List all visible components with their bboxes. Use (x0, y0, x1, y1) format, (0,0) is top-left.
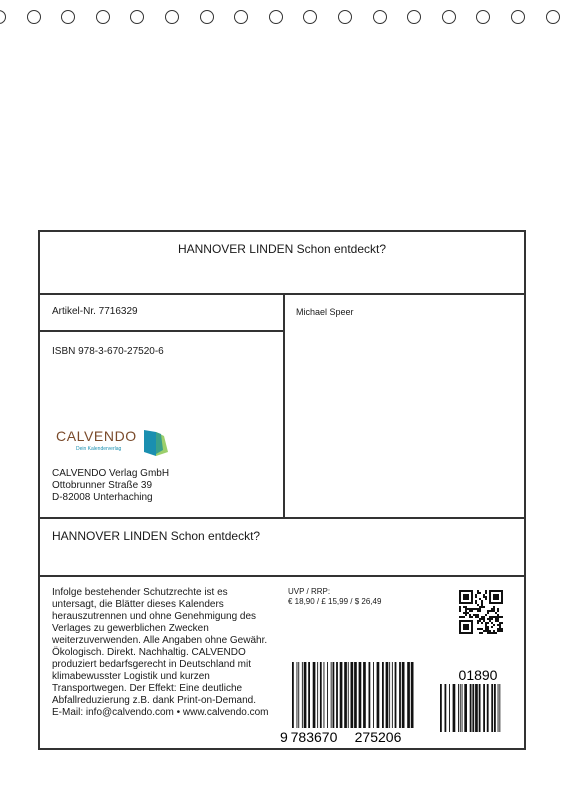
barcode-bar (395, 662, 397, 728)
qr-module (485, 598, 487, 600)
address-line: Ottobrunner Straße 39 (52, 480, 153, 491)
qr-module (459, 620, 461, 634)
binding-hole (407, 10, 421, 24)
qr-module (499, 616, 501, 618)
binding-hole (200, 10, 214, 24)
qr-code-icon (459, 590, 503, 634)
qr-module (487, 610, 489, 612)
barcode-digit-first: 9 (280, 729, 288, 744)
qr-module (479, 610, 481, 612)
barcode-bar (348, 662, 349, 728)
qr-module (485, 614, 487, 616)
qr-module (497, 608, 499, 610)
qr-module (501, 630, 503, 632)
qr-module (499, 630, 501, 632)
barcode-bar (494, 684, 496, 732)
qr-module (477, 614, 479, 616)
qr-module (471, 620, 473, 634)
qr-module (481, 616, 483, 618)
qr-module (463, 612, 465, 614)
qr-module (463, 616, 465, 618)
binding-hole (546, 10, 560, 24)
binding-hole (165, 10, 179, 24)
qr-module (479, 618, 481, 620)
barcode-bar (389, 662, 390, 728)
qr-module (499, 628, 501, 630)
qr-module (479, 598, 481, 600)
qr-module (497, 618, 499, 620)
barcode-bar (411, 662, 414, 728)
qr-module (477, 616, 479, 618)
qr-module (487, 628, 489, 630)
barcode-bar (292, 662, 294, 728)
cover-title: HANNOVER LINDEN Schon entdeckt? (177, 242, 387, 256)
qr-module (471, 608, 473, 610)
qr-module (483, 616, 485, 618)
qr-module (489, 616, 491, 618)
qr-module (493, 606, 495, 608)
qr-module (485, 624, 487, 626)
barcode-bar (359, 662, 362, 728)
barcode-bar (487, 684, 489, 732)
qr-module (479, 592, 481, 594)
barcode-bar (313, 662, 316, 728)
barcode-bar (402, 662, 405, 728)
qr-module (493, 624, 495, 626)
binding-holes (0, 10, 564, 28)
qr-module (493, 630, 495, 632)
barcode-bar (479, 684, 481, 732)
qr-module (487, 632, 489, 634)
qr-module (465, 610, 467, 612)
qr-module (491, 610, 493, 612)
binding-hole (269, 10, 283, 24)
qr-module (497, 620, 499, 622)
qr-module (485, 590, 487, 592)
qr-module (469, 610, 471, 612)
qr-module (483, 620, 485, 622)
divider (40, 293, 524, 295)
qr-module (481, 632, 483, 634)
qr-module (465, 612, 467, 614)
qr-module (475, 614, 477, 616)
barcode-bar (498, 684, 499, 732)
qr-module (479, 608, 481, 610)
barcode-bar (308, 662, 310, 728)
qr-module (497, 610, 499, 612)
barcode-bar (354, 662, 357, 728)
qr-module (483, 630, 485, 632)
qr-module (489, 618, 491, 620)
qr-module (491, 622, 493, 624)
qr-module (495, 618, 497, 620)
barcode-bar (298, 662, 299, 728)
qr-module (477, 622, 479, 624)
qr-module (477, 620, 479, 622)
barcode-bar (407, 662, 410, 728)
qr-module (459, 608, 461, 610)
qr-module (463, 606, 465, 608)
qr-module (475, 596, 477, 598)
qr-module (475, 616, 477, 618)
qr-module (481, 628, 483, 630)
barcode-bar (324, 662, 325, 728)
binding-hole (0, 10, 6, 24)
legal-notice (52, 587, 274, 749)
qr-module (483, 596, 485, 598)
publisher-address (52, 468, 169, 504)
barcode-bar (340, 662, 343, 728)
barcode-bar (344, 662, 347, 728)
barcode-bar (377, 662, 380, 728)
qr-module (477, 610, 479, 612)
barcode-bar (462, 684, 463, 732)
qr-module (497, 616, 499, 618)
qr-module (501, 590, 503, 604)
qr-module (489, 590, 503, 592)
qr-module (501, 622, 503, 624)
qr-module (475, 600, 477, 602)
qr-module (481, 604, 483, 606)
barcode-bar (460, 684, 461, 732)
qr-module (477, 592, 479, 594)
qr-module (485, 622, 487, 624)
barcode-addon-digits: 01890 (458, 667, 498, 683)
qr-module (481, 602, 483, 604)
barcode-bar (483, 684, 485, 732)
barcode-bar (392, 662, 393, 728)
barcode-bar (369, 662, 371, 728)
qr-module (499, 622, 501, 624)
binding-hole (511, 10, 525, 24)
barcode-bar (302, 662, 303, 728)
qr-module (485, 628, 487, 630)
barcode-digits-right: 275206 (354, 729, 402, 744)
barcode-bar (320, 662, 322, 728)
binding-hole (303, 10, 317, 24)
qr-module (459, 616, 461, 618)
qr-module (499, 626, 501, 628)
qr-module (489, 610, 491, 612)
binding-hole (338, 10, 352, 24)
address-line: CALVENDO Verlag GmbH (52, 468, 170, 479)
binding-hole (373, 10, 387, 24)
binding-hole (27, 10, 41, 24)
qr-module (477, 628, 479, 630)
qr-module (481, 606, 483, 608)
qr-module (473, 614, 475, 616)
qr-module (491, 618, 493, 620)
barcode-bar (297, 662, 298, 728)
qr-module (487, 622, 489, 624)
isbn: ISBN 978-3-670-27520-6 (52, 346, 164, 357)
qr-module (477, 590, 479, 592)
qr-module (459, 590, 461, 604)
qr-module (459, 620, 473, 622)
barcode-bar (327, 662, 328, 728)
price-value: € 18,90 / £ 15,99 / $ 26,49 (288, 597, 382, 606)
barcode-bar (470, 684, 472, 732)
barcode-bar (472, 684, 474, 732)
barcode-bar (458, 684, 459, 732)
barcode-bar (499, 684, 500, 732)
barcode-bar (351, 662, 354, 728)
qr-module (481, 618, 483, 620)
qr-module (489, 590, 491, 604)
qr-module (497, 614, 499, 616)
qr-module (459, 632, 473, 634)
qr-module (471, 616, 473, 618)
barcode-bar (453, 684, 456, 732)
qr-module (471, 590, 473, 604)
barcode-bar (331, 662, 332, 728)
qr-module (465, 606, 467, 608)
qr-module (467, 608, 469, 610)
barcode-bar (445, 684, 447, 732)
binding-hole (234, 10, 248, 24)
qr-module (495, 632, 497, 634)
qr-module (495, 612, 497, 614)
barcode-bar (333, 662, 335, 728)
price-label: UVP / RRP: (288, 587, 331, 596)
qr-module (483, 606, 485, 608)
qr-module (475, 602, 477, 604)
divider (40, 517, 524, 519)
qr-module (497, 624, 499, 626)
qr-module (489, 630, 491, 632)
barcode-bar (475, 684, 478, 732)
qr-module (489, 620, 491, 622)
barcode-bar (304, 662, 307, 728)
barcode-bar (491, 684, 493, 732)
qr-module (479, 620, 481, 622)
barcode-icon (280, 660, 420, 744)
qr-module (475, 608, 477, 610)
calvendo-logo (56, 428, 176, 458)
barcode-addon-icon (438, 666, 504, 734)
qr-module (463, 624, 469, 630)
qr-module (493, 608, 495, 610)
logo-wordmark: CALVENDO (56, 428, 137, 444)
qr-module (469, 614, 471, 616)
qr-module (501, 628, 503, 630)
qr-module (495, 616, 497, 618)
qr-module (493, 616, 495, 618)
qr-module (493, 632, 495, 634)
divider (283, 294, 285, 518)
qr-module (493, 610, 495, 612)
barcode-bar (399, 662, 401, 728)
qr-module (477, 608, 479, 610)
calendar-subtitle: HANNOVER LINDEN Schon entdeckt? (52, 529, 261, 543)
qr-module (487, 630, 489, 632)
qr-module (479, 632, 481, 634)
legal-text: Infolge bestehender Schutzrechte ist es untersagt, die Blätter dieses Kalenders herauszutrennen und ohne Genehmigung des Verlages zu gewerblichen Zwecken weiterzuverwenden. Alle Angaben ohne Gewähr. Ökologisch. Direkt. Nachhaltig. CALVENDO produziert bedarfsgerecht in Deutschland mit klimabewusster Logistik und kurzen Transportwegen. Der Effekt: Eine deutliche Abfallreduzierung z.B. dank Print-on-Demand. E-Mail: info@calvendo.com • www.calvendo.com (52, 587, 269, 718)
qr-module (487, 626, 489, 628)
qr-module (487, 618, 489, 620)
qr-module (459, 610, 461, 612)
binding-hole (442, 10, 456, 24)
qr-module (459, 606, 461, 608)
qr-module (481, 600, 483, 602)
qr-module (467, 612, 469, 614)
qr-module (463, 594, 469, 600)
calvendo-mark-icon (144, 430, 168, 456)
calendar-back-cover (38, 230, 526, 750)
barcode-bar (464, 684, 467, 732)
qr-module (465, 608, 467, 610)
qr-module (485, 596, 487, 598)
barcode-bar (386, 662, 389, 728)
article-number: Artikel-Nr. 7716329 (52, 306, 138, 317)
qr-module (497, 630, 499, 632)
logo-tagline: Dein Kalenderverlag (76, 446, 122, 452)
barcode-bar (373, 662, 374, 728)
barcode-digits-left: 783670 (290, 729, 338, 744)
qr-module (491, 608, 493, 610)
qr-module (479, 606, 481, 608)
qr-module (491, 616, 493, 618)
binding-hole (476, 10, 490, 24)
qr-module (479, 628, 481, 630)
qr-module (491, 632, 493, 634)
author-name: Michael Speer (296, 307, 354, 317)
qr-module (495, 620, 497, 622)
binding-hole (130, 10, 144, 24)
barcode-bar (363, 662, 366, 728)
qr-module (489, 632, 491, 634)
barcode-bar (336, 662, 338, 728)
barcode-bar (382, 662, 384, 728)
qr-module (485, 630, 487, 632)
qr-module (487, 612, 489, 614)
binding-hole (96, 10, 110, 24)
divider (40, 330, 284, 332)
qr-module (485, 626, 487, 628)
qr-module (469, 608, 471, 610)
qr-module (499, 624, 501, 626)
address-line: D-82008 Unterhaching (52, 492, 153, 503)
qr-module (485, 592, 487, 594)
qr-module (501, 616, 503, 618)
qr-module (475, 594, 477, 596)
qr-module (469, 616, 471, 618)
qr-module (483, 618, 485, 620)
qr-module (497, 628, 499, 630)
barcode-bar (440, 684, 442, 732)
binding-hole (61, 10, 75, 24)
qr-module (481, 622, 483, 624)
qr-module (491, 626, 493, 628)
qr-module (477, 604, 479, 606)
qr-module (459, 590, 473, 592)
qr-module (473, 608, 475, 610)
barcode-bar (449, 684, 450, 732)
qr-module (483, 594, 485, 596)
barcode-bar (317, 662, 318, 728)
qr-module (471, 610, 473, 612)
qr-module (489, 602, 503, 604)
qr-module (465, 614, 467, 616)
qr-module (459, 602, 473, 604)
qr-module (461, 616, 463, 618)
divider (40, 575, 524, 577)
qr-module (493, 594, 499, 600)
